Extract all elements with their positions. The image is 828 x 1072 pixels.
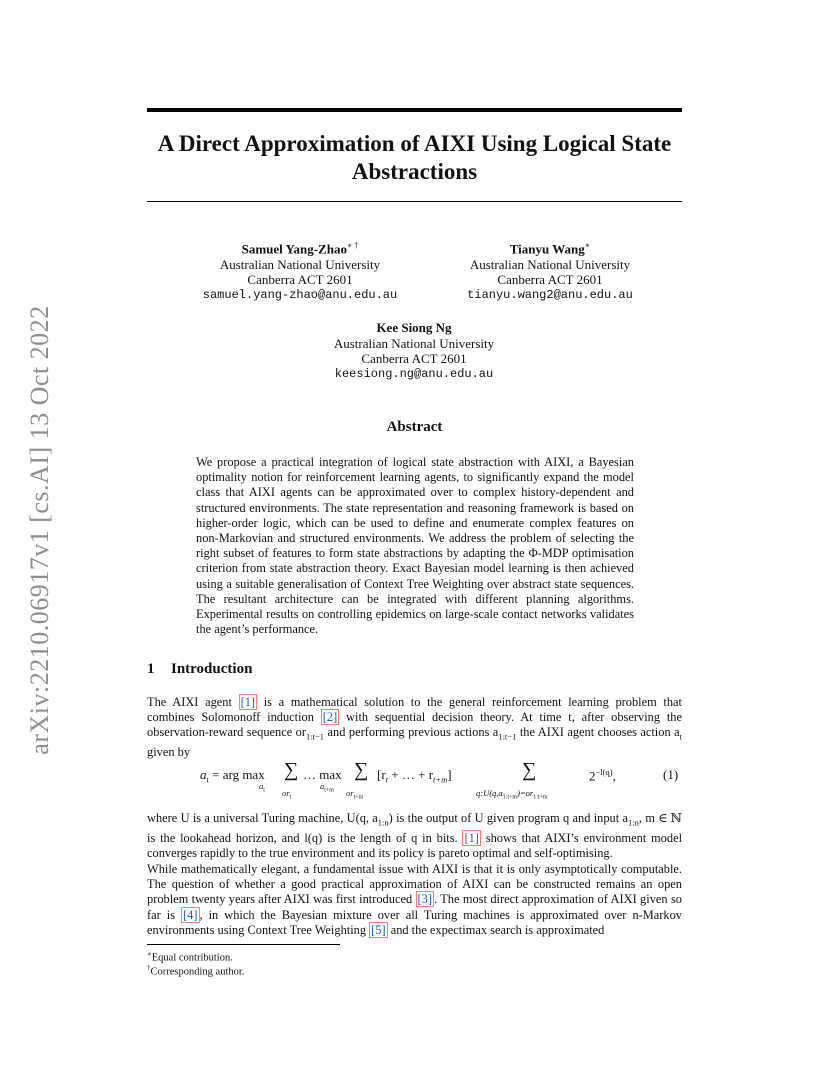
author-block-3 [304,320,524,382]
author-marks: ∗ † [346,241,359,250]
paper-title: A Direct Approximation of AIXI Using Logical State Abstractions [157,131,672,184]
title-bottom-rule [147,201,682,202]
equation-number: (1) [663,767,679,782]
author-name [190,238,410,257]
footnote-rule [147,944,340,945]
author-email[interactable]: keesiong.ng@anu.edu.au [334,366,494,381]
arxiv-stamp: arXiv:2210.06917v1 [cs.AI] 13 Oct 2022 [25,305,54,755]
section-number: 1 [147,661,155,677]
citation-link[interactable]: [2] [322,710,338,725]
sum-symbol: ∑ [354,759,369,781]
author-address: Canberra ACT 2601 [247,272,353,288]
citation-link[interactable]: [1] [240,695,256,709]
citation-link[interactable]: [3] [417,892,432,907]
intro-paragraph-3: While mathematically elegant, a fundamental issue with AIXI is that it is only asymptotically computable. The question of whether a good practical approximation of AIXI can be constructed remains an open problem twenty years after AIXI was first introduced [3] . The most direct approximation of AIXI given so far is [4] , in which the Bayesian mixture over all Turing machines is approximated over n-Markov environments using Context Tree Weighting [5] and the expectimax search is approximated [147,862,682,937]
author-name-text: Kee Siong Ng [376,320,452,335]
sum-symbol: ∑ [284,759,299,781]
section-title: Introduction [171,661,253,677]
author-name [440,238,660,257]
abstract-heading: Abstract [386,419,443,435]
author-affiliation: Australian National University [219,256,381,272]
section-heading [147,661,252,678]
author-name [304,320,524,336]
intro-paragraph-1: The AIXI agent [1] is a mathematical solution to the general reinforcement learning problem that combines Solomonoff induction [2] with sequential decision theory. At time t, after observing the observation-reward sequence $or_{1:t-1}$ and performing previous actions $a_{1:t-1}$ the AIXI agent chooses action $a_t$ given by [147,695,682,760]
author-block-2 [440,238,660,303]
citation-link[interactable]: [4] [183,907,198,922]
author-address: Canberra ACT 2601 [361,351,467,366]
citation-link[interactable]: [5] [371,922,386,937]
intro-paragraph-2: where U is a universal Turing machine, U(q, $a_{1:n}$) is the output of U given program q and input $a_{1:n}$, m ∈ ℕ is the lookahead horizon, and l(q) is the length of q in bits. [1] shows that AIXI’s environment model converges rapidly to the true environment and its policy is pareto optimal and self-optimising. [147,811,683,860]
author-email[interactable]: samuel.yang-zhao@anu.edu.au [202,287,398,302]
footnote-2: †Corresponding author. [147,964,245,978]
footnote-1: ∗Equal contribution. [147,950,233,964]
sum-symbol: ∑ [522,759,537,781]
author-marks: ∗ [584,241,591,250]
author-email[interactable]: tianyu.wang2@anu.edu.au [467,287,633,302]
author-name-text: Samuel Yang-Zhao [241,241,347,257]
author-name-text: Tianyu Wang [509,241,585,257]
author-affiliation: Australian National University [469,256,631,272]
title-top-rule [147,108,682,112]
citation-link[interactable]: [1] [464,830,479,845]
author-block-1 [190,238,410,303]
author-affiliation: Australian National University [333,335,495,351]
abstract-body: We propose a practical integration of logical state abstraction with AIXI, a Bayesian optimality notion for reinforcement learning agents, to significantly expand the model class that AIXI agents can be approximated over to complex history-dependent and structured environments. The state representation and reasoning framework is based on higher-order logic, which can be used to define and enumerate complex features on non-Markovian and structured environments. We address the problem of selecting the right subset of features to form state abstractions by adapting the Φ-MDP optimisation criterion from state abstraction theory. Exact Bayesian model learning is then achieved using a suitable generalisation of Context Tree Weighting over abstract state sequences. The resultant architecture can be integrated with different planning algorithms. Experimental results on controlling epidemics on large-scale contact networks validates the agent’s performance. [196,455,634,637]
author-address: Canberra ACT 2601 [497,272,603,288]
